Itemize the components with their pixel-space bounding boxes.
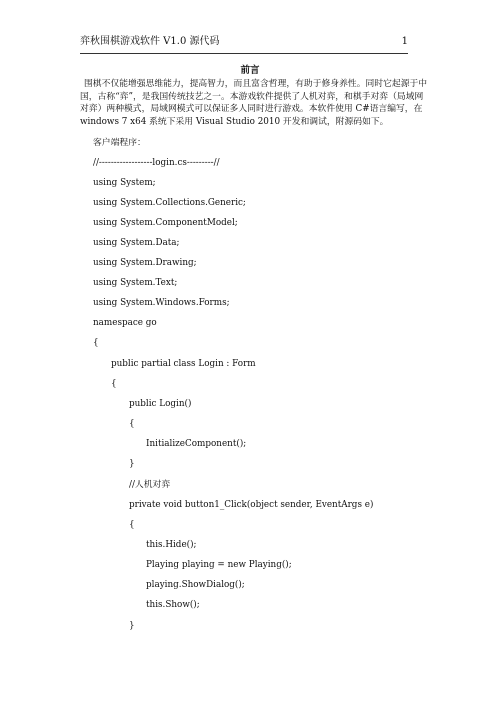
code-line: { — [129, 520, 135, 530]
code-line: this.Hide(); — [146, 540, 197, 550]
code-line: using System.Drawing; — [93, 258, 197, 268]
code-line: using System.Collections.Generic; — [93, 198, 246, 208]
page-number: 1 — [401, 36, 408, 47]
intro-line: 对弈）两种模式，局域网模式可以保证多人同时进行游戏。本软件使用 C#语言编写，在 — [80, 104, 423, 114]
code-line: this.Show(); — [146, 600, 200, 610]
code-line: //------------------login.cs---------// — [93, 158, 220, 168]
code-line: { — [93, 338, 99, 348]
header-divider — [80, 53, 408, 54]
code-line: using System; — [93, 178, 156, 188]
code-line: public partial class Login : Form — [111, 359, 256, 369]
code-line: public Login() — [129, 399, 192, 409]
code-line: namespace go — [93, 318, 157, 328]
code-line: { — [129, 419, 135, 429]
code-line: 客户端程序： — [93, 138, 146, 148]
code-line: } — [129, 459, 135, 469]
page-header — [80, 35, 408, 49]
code-line: using System.Data; — [93, 238, 180, 248]
code-line: } — [129, 621, 135, 631]
code-line: using System.Text; — [93, 278, 178, 288]
section-title: 前言 — [240, 65, 260, 76]
code-line: //人机对弈 — [129, 480, 171, 490]
code-line: { — [111, 379, 117, 389]
code-line: Playing playing = new Playing(); — [146, 560, 292, 570]
code-line: using System.ComponentModel; — [93, 218, 238, 228]
code-line: InitializeComponent(); — [146, 439, 247, 449]
header-title: 弈秋围棋游戏软件 V1.0 源代码 — [80, 36, 220, 47]
code-line: playing.ShowDialog(); — [146, 580, 245, 590]
intro-paragraph — [80, 78, 430, 128]
code-line: using System.Windows.Forms; — [93, 298, 230, 308]
code-line: private void button1_Click(object sender, EventArgs e) — [129, 500, 374, 510]
intro-line: 国，古称“弈”，是我国传统技艺之一。本游戏软件提供了人机对弈，和棋手对弈（局域网 — [80, 91, 424, 102]
intro-line: windows 7 x64 系统下采用 Visual Studio 2010 开发和调试，附源码如下。 — [80, 116, 389, 127]
intro-line: 围棋不仅能增强思维能力，提高智力，而且富含哲理，有助于修身养性。同时它起源于中 — [84, 79, 428, 89]
